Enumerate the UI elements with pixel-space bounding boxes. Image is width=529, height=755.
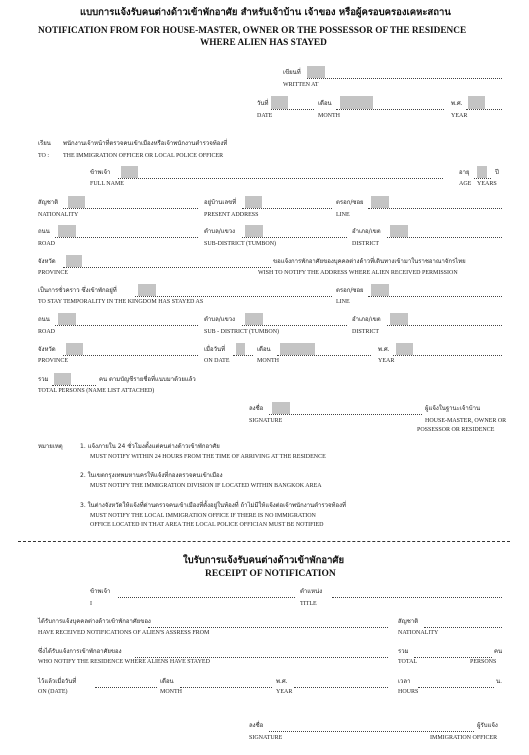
receipt-officer-th: ผู้รับแจ้ง	[477, 722, 498, 729]
nationality-label-en: NATIONALITY	[38, 212, 79, 218]
note-3-th: 3. ในต่างจังหวัดให้แจ้งที่ด่านตรวจคนเข้าเมืองที่ตั้งอยู่ในท้องที่ ถ้าไม่มีให้แจ้งต่อเจ้าพนักงานตำรวจท้องที่	[80, 502, 346, 509]
ondate-label-th: เมื่อวันที่	[204, 346, 226, 353]
to-text-en: THE IMMIGRATION OFFICER OR LOCAL POLICE OFFICER	[63, 153, 224, 159]
receipt-total-line	[414, 657, 492, 658]
years-label-th: ปี	[495, 169, 499, 176]
lane2-field[interactable]	[371, 284, 389, 296]
written-at-label-th: เขียนที่	[283, 69, 301, 76]
subdistrict2-field[interactable]	[245, 313, 263, 325]
receipt-on-th: ไว้แล้วเมื่อวันที่	[38, 678, 77, 685]
road-label-en: ROAD	[38, 241, 56, 247]
ondate-line	[233, 355, 253, 356]
note-3-en-line2: OFFICE LOCATED IN THAT AREA THE LOCAL POLICE OFFICIAN MUST BE NOTIFIED	[90, 522, 324, 528]
subdistrict2-label-en: SUB - DISTRICT (TUMBON)	[204, 329, 280, 335]
signature-line	[269, 414, 422, 415]
note-2-th: 2. ในเขตกรุงเทพมหานครให้แจ้งที่กองตรวจคนเข้าเมือง	[80, 472, 223, 479]
receipt-name-line	[118, 597, 295, 598]
lane-label-en: LINE	[336, 212, 350, 218]
district2-line	[387, 325, 502, 326]
total-field[interactable]	[54, 373, 71, 385]
year2-label-en: YEAR	[378, 358, 395, 364]
stay-field[interactable]	[138, 284, 156, 296]
receipt-year-th: พ.ศ.	[276, 678, 288, 685]
month-label-en: MONTH	[318, 113, 340, 119]
fullname-label-en: FULL NAME	[90, 181, 124, 187]
signature-label-th: ลงชื่อ	[249, 405, 264, 412]
receipt-title-english: RECEIPT OF NOTIFICATION	[205, 569, 336, 579]
note-1-th: 1. แจ้งภายใน 24 ชั่วโมงตั้งแต่คนต่างด้าวเข้าพักอาศัย	[80, 443, 220, 450]
receipt-on-en: ON (DATE)	[38, 689, 68, 695]
receipt-received-th: ได้รับการแจ้งบุคคลต่างด้าวเข้าพักอาศัยของ	[38, 618, 151, 625]
district2-label-en: DISTRICT	[352, 329, 379, 335]
receipt-sign-th: ลงชื่อ	[249, 722, 264, 729]
province2-line	[63, 355, 198, 356]
lane-label-th: ตรอก/ซอย	[336, 199, 364, 206]
receipt-time-line	[418, 687, 494, 688]
stay-label-en: TO STAY TEMPORALITY IN THE KINGDOM HAS STAYED AS	[38, 299, 204, 305]
province2-label-th: จังหวัด	[38, 346, 56, 353]
district2-field[interactable]	[390, 313, 408, 325]
receipt-sign-en: SIGNATURE	[249, 735, 283, 741]
receipt-month-en: MONTH	[160, 689, 182, 695]
receipt-persons-th: คน	[494, 648, 503, 655]
note-3-en: MUST NOTIFY THE LOCAL IMMIGRATION OFFICE IF THERE IS NO IMMIGRATION	[90, 513, 316, 519]
receipt-on-line	[95, 687, 157, 688]
district-label-th: อำเภอ/เขต	[352, 228, 381, 235]
receipt-month-th: เดือน	[160, 678, 174, 685]
age-line	[474, 178, 491, 179]
form-title-thai: แบบการแจ้งรับคนต่างด้าวเข้าพักอาศัย สำหรับเจ้าบ้าน เจ้าของ หรือผู้ครอบครองเคหะสถาน	[80, 7, 451, 18]
receipt-year-line	[294, 687, 388, 688]
receipt-received-en: HAVE RECEIVED NOTIFICATIONS OF ALIEN'S ASSRESS FROM	[38, 630, 210, 636]
province2-label-en: PROVINCE	[38, 358, 69, 364]
address-label-en: PRESENT ADDRESS	[204, 212, 259, 218]
lane2-label-en: LINE	[336, 299, 350, 305]
to-text-th: พนักงานเจ้าหน้าที่ตรวจคนเข้าเมืองหรือเจ้าพนักงานตำรวจท้องที่	[63, 140, 228, 147]
month2-label-en: MONTH	[257, 358, 279, 364]
month-field[interactable]	[340, 96, 373, 109]
province-line	[63, 267, 271, 268]
road-line	[55, 237, 198, 238]
road2-field[interactable]	[58, 313, 76, 325]
stay-label-th: เป็นการชั่วคราว ซึ่งเข้าพักอยู่ที่	[38, 287, 117, 294]
fullname-line	[118, 178, 443, 179]
month2-line	[277, 355, 371, 356]
road-label-th: ถนน	[38, 228, 50, 235]
note-2-en: MUST NOTIFY THE IMMIGRATION DIVISION IF LOCATED WITHIN BANGKOK AREA	[90, 483, 322, 489]
subdistrict-field[interactable]	[245, 225, 263, 237]
receipt-who-line	[135, 657, 388, 658]
receipt-nationality-th: สัญชาติ	[398, 618, 419, 625]
age-label-th: อายุ	[459, 169, 470, 176]
year2-line	[393, 355, 502, 356]
address-line	[242, 208, 332, 209]
to-label-en: TO :	[38, 153, 50, 159]
form-title-english-line2: WHERE ALIEN HAS STAYED	[200, 38, 327, 48]
receipt-title-field-th: ตำแหน่ง	[300, 588, 323, 595]
form-title-english: NOTIFICATION FROM FOR HOUSE-MASTER, OWNER OR THE POSSESSOR OF THE RESIDENCE	[38, 26, 467, 36]
age-field[interactable]	[477, 166, 487, 178]
nationality-label-th: สัญชาติ	[38, 199, 59, 206]
address-label-th: อยู่บ้านเลขที่	[204, 199, 237, 206]
receipt-nationality-en: NATIONALITY	[398, 630, 439, 636]
stay-line	[135, 296, 332, 297]
year2-field[interactable]	[396, 343, 413, 355]
receipt-who-en: WHO NOTIFY THE RESIDENCE WHERE ALIENS HAVE STAYED	[38, 659, 210, 665]
written-at-field[interactable]	[307, 66, 325, 78]
total-label-en: TOTAL PERSONS (NAME LIST ATTACHED)	[38, 388, 155, 394]
district2-label-th: อำเภอ/เขต	[352, 316, 381, 323]
receipt-received-line	[148, 627, 388, 628]
road2-label-en: ROAD	[38, 329, 56, 335]
date-label-th: วันที่	[257, 100, 269, 107]
wish-text-th: ขอแจ้งการพักอาศัยของบุคคลต่างด้าวที่เดินทางเข้ามาในราชอาณาจักรไทย	[273, 258, 466, 265]
fullname-field[interactable]	[121, 166, 138, 178]
receipt-i-label-th: ข้าพเจ้า	[90, 588, 111, 595]
month2-field[interactable]	[280, 343, 315, 355]
province-field[interactable]	[66, 255, 82, 267]
district-line	[387, 237, 502, 238]
road2-label-th: ถนน	[38, 316, 50, 323]
receipt-i-label-en: I	[90, 601, 92, 607]
total-label-th: รวม	[38, 376, 49, 383]
year-line	[466, 109, 502, 110]
year-field[interactable]	[468, 96, 485, 109]
road2-line	[55, 325, 198, 326]
receipt-time-suffix-th: น.	[496, 678, 503, 685]
subdistrict-label-th: ตำบล/แขวง	[204, 228, 236, 235]
total-line	[52, 385, 96, 386]
lane2-line	[368, 296, 502, 297]
date-line	[271, 109, 314, 110]
housemaster-label-th: ผู้แจ้งในฐานะเจ้าบ้าน	[425, 405, 481, 412]
receipt-title-line	[332, 597, 502, 598]
year-label-th: พ.ศ.	[451, 100, 463, 107]
receipt-title-field-en: TITLE	[300, 601, 317, 607]
written-at-label-en: WRITTEN AT	[283, 82, 319, 88]
province-label-en: PROVINCE	[38, 270, 69, 276]
ondate-label-en: ON DATE	[204, 358, 230, 364]
receipt-nationality-line	[424, 627, 502, 628]
lane2-label-th: ตรอก/ซอย	[336, 287, 364, 294]
lane-field[interactable]	[371, 196, 389, 208]
date-label-en: DATE	[257, 113, 273, 119]
age-label-en: AGE	[459, 181, 472, 187]
subdistrict2-line	[242, 325, 347, 326]
nationality-field[interactable]	[68, 196, 85, 208]
receipt-sign-line	[269, 731, 474, 732]
signature-label-en: SIGNATURE	[249, 418, 283, 424]
receipt-persons-en: PERSONS	[470, 659, 497, 665]
note-1-en: MUST NOTIFY WITHIN 24 HOURS FROM THE TIME OF ARRIVING AT THE RESIDENCE	[90, 454, 326, 460]
receipt-month-line	[180, 687, 272, 688]
province-label-th: จังหวัด	[38, 258, 56, 265]
total-suffix-th: คน ตามบัญชีรายชื่อที่แนบมาด้วยแล้ว	[99, 376, 196, 383]
receipt-who-th: ซึ่งได้รับแจ้งการเข้าพักอาศัยของ	[38, 648, 122, 655]
to-label-th: เรียน	[38, 140, 51, 147]
month-line	[336, 109, 444, 110]
district-field[interactable]	[390, 225, 408, 237]
year2-label-th: พ.ศ.	[378, 346, 390, 353]
receipt-title-thai: ใบรับการแจ้งรับคนต่างด้าวเข้าพักอาศัย	[183, 555, 345, 566]
signature-field[interactable]	[272, 402, 290, 414]
receipt-time-th: เวลา	[398, 678, 411, 685]
receipt-time-en: HOURS	[398, 689, 419, 695]
fullname-label-th: ข้าพเจ้า	[90, 169, 111, 176]
notes-label-th: หมายเหตุ	[38, 443, 63, 450]
receipt-total-en: TOTAL	[398, 659, 418, 665]
month2-label-th: เดือน	[257, 346, 271, 353]
housemaster-label-en: HOUSE-MASTER, OWNER OR	[425, 418, 507, 424]
date-field[interactable]	[271, 96, 288, 109]
subdistrict-line	[242, 237, 347, 238]
subdistrict-label-en: SUB-DISTRICT (TUMBON)	[204, 241, 277, 247]
district-label-en: DISTRICT	[352, 241, 379, 247]
address-field[interactable]	[245, 196, 262, 208]
housemaster-label-en-line2: POSSESSOR OR RESIDENCE	[417, 427, 495, 433]
subdistrict2-label-th: ตำบล/แขวง	[204, 316, 236, 323]
receipt-year-en: YEAR	[276, 689, 293, 695]
lane-line	[368, 208, 502, 209]
years-label-en: YEARS	[477, 181, 497, 187]
road-field[interactable]	[58, 225, 76, 237]
written-at-line	[307, 78, 502, 79]
province2-field[interactable]	[66, 343, 83, 355]
nationality-line	[63, 208, 198, 209]
ondate-field[interactable]	[236, 343, 245, 355]
cut-line-divider	[18, 541, 510, 542]
receipt-total-th: รวม	[398, 648, 409, 655]
wish-text-en: WISH TO NOTIFY THE ADDRESS WHERE ALIEN RECEIVED PERMISSION	[258, 270, 458, 276]
receipt-officer-en: IMMIGRATION OFFICER	[430, 735, 498, 741]
year-label-en: YEAR	[451, 113, 468, 119]
month-label-th: เดือน	[318, 100, 332, 107]
